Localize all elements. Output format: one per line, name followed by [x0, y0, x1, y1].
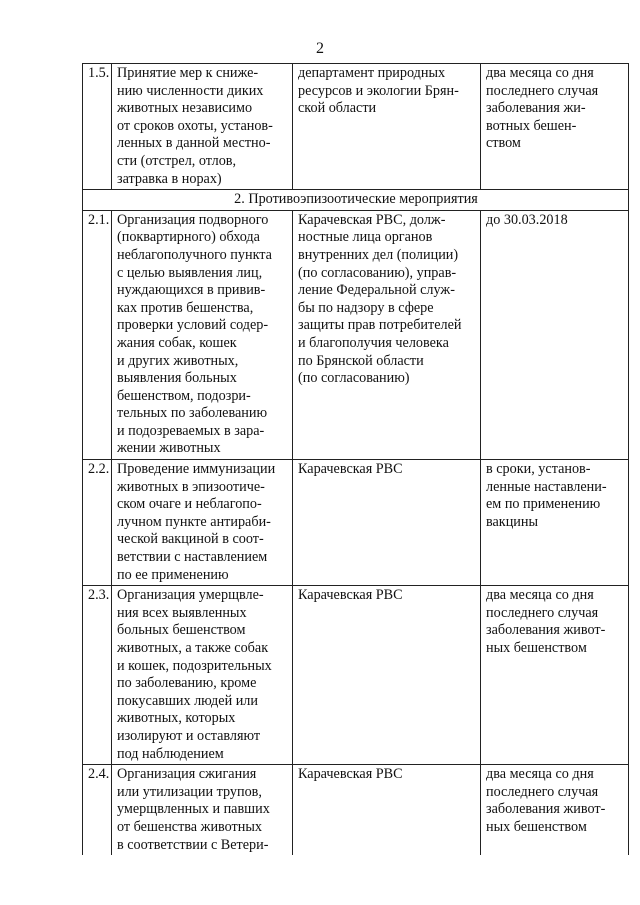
- executor-text: Карачевская РВС: [298, 766, 403, 783]
- page-number: 2: [316, 40, 324, 57]
- term-cell: [481, 64, 629, 190]
- section-heading: 2. Противоэпизоотические мероприятия: [83, 190, 629, 211]
- term-cell: [481, 210, 629, 459]
- executor-cell: [293, 586, 481, 765]
- event-cell: [112, 765, 293, 855]
- section-heading-row: [83, 190, 629, 211]
- executor-cell: [293, 64, 481, 190]
- executor-text: Карачевская РВС: [298, 587, 403, 604]
- table-row: [83, 210, 629, 459]
- event-text: Организация умерщвле- ния всех выявленных больных бешенством животных, а также собак и кошек, подозрительных по заболеванию, кроме покусавших людей или животных, которых изолируют и оставляют под наблюдением: [117, 587, 272, 762]
- term-cell: [481, 586, 629, 765]
- event-cell: [112, 64, 293, 190]
- event-text: Принятие мер к сниже- нию численности диких животных независимо от сроков охоты, установ- ленных в данной местно- сти (отстрел, отлов, затравка в норах): [117, 65, 273, 187]
- table-row: [83, 64, 629, 190]
- table-row: [83, 460, 629, 586]
- term-text: два месяца со дня последнего случая заболевания жи- вотных бешен- ством: [486, 65, 599, 152]
- table-row: [83, 765, 629, 855]
- executor-text: Карачевская РВС, долж- ностные лица органов внутренних дел (полиции) (по согласованию), управ- ление Федеральной служ- бы по надзору в сфере защиты прав потребителей и благополучия человека по Брянской области (по согласованию): [298, 211, 462, 387]
- table-row: [83, 586, 629, 765]
- row-number: 2.2.: [83, 460, 112, 586]
- executor-text: департамент природных ресурсов и экологии Брян- ской области: [298, 65, 459, 117]
- event-cell: [112, 460, 293, 586]
- row-number: 2.3.: [83, 586, 112, 765]
- term-cell: [481, 460, 629, 586]
- executor-cell: [293, 210, 481, 459]
- executor-cell: [293, 765, 481, 855]
- event-cell: [112, 586, 293, 765]
- row-number: 1.5.: [83, 64, 112, 190]
- event-text: Организация сжигания или утилизации трупов, умерщвленных и павших от бешенства животных в соответствии с Ветери-: [117, 766, 270, 853]
- row-number: 2.1.: [83, 210, 112, 459]
- event-cell: [112, 210, 293, 459]
- executor-text: Карачевская РВС: [298, 461, 403, 478]
- term-cell: [481, 765, 629, 855]
- event-text: Организация подворного (поквартирного) обхода неблагополучного пункта с целью выявления лиц, нуждающихся в привив- ках против бешенства, проверки условий содер- жания собак, кошек и других животных, выявления больных бешенством, подозри- тельных по заболеванию и подозреваемых в зара- жении животных: [117, 211, 272, 457]
- row-number: 2.4.: [83, 765, 112, 855]
- term-text: два месяца со дня последнего случая заболевания живот- ных бешенством: [486, 587, 606, 656]
- term-text: в сроки, установ- ленные наставлени- ем по применению вакцины: [486, 461, 607, 530]
- measures-table: [82, 63, 629, 855]
- term-text: два месяца со дня последнего случая заболевания живот- ных бешенством: [486, 766, 606, 835]
- term-text: до 30.03.2018: [486, 211, 568, 228]
- event-text: Проведение иммунизации животных в эпизоотиче- ском очаге и неблагопо- лучном пункте антираби- ческой вакциной в соот- ветствии с наставлением по ее применению: [117, 461, 276, 583]
- executor-cell: [293, 460, 481, 586]
